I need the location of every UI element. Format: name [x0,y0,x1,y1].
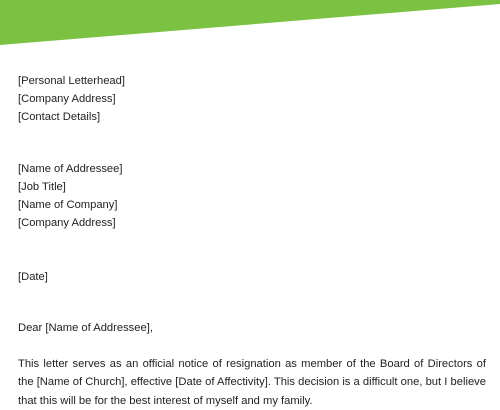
letter-content [18,73,486,410]
letter-date: [Date] [18,270,48,283]
recipient-block [18,161,486,232]
header-green-band [0,0,500,50]
recipient-name: [Name of Addressee] [18,163,123,176]
spacer [18,286,486,320]
sender-contact-details: [Contact Details] [18,110,101,123]
header-band-shape [0,0,500,45]
date-block [18,269,486,287]
sender-company-address: [Company Address] [18,92,116,105]
sender-block [18,73,486,126]
recipient-job-title: [Job Title] [18,181,66,194]
spacer [18,233,486,269]
spacer [18,126,486,161]
recipient-company-address: [Company Address] [18,216,116,229]
salutation: Dear [Name of Addressee], [18,322,153,335]
recipient-company-name: [Name of Company] [18,198,118,211]
spacer [18,338,486,355]
sender-letterhead: [Personal Letterhead] [18,75,125,87]
body-paragraph: This letter serves as an official notice of resignation as member of the Board of Directors of the [Name of Church], effective [Date of Affectivity]. This decision is a difficult one, but I believe that this will be for the best interest of myself and my family. [18,358,486,407]
salutation-block [18,320,486,338]
